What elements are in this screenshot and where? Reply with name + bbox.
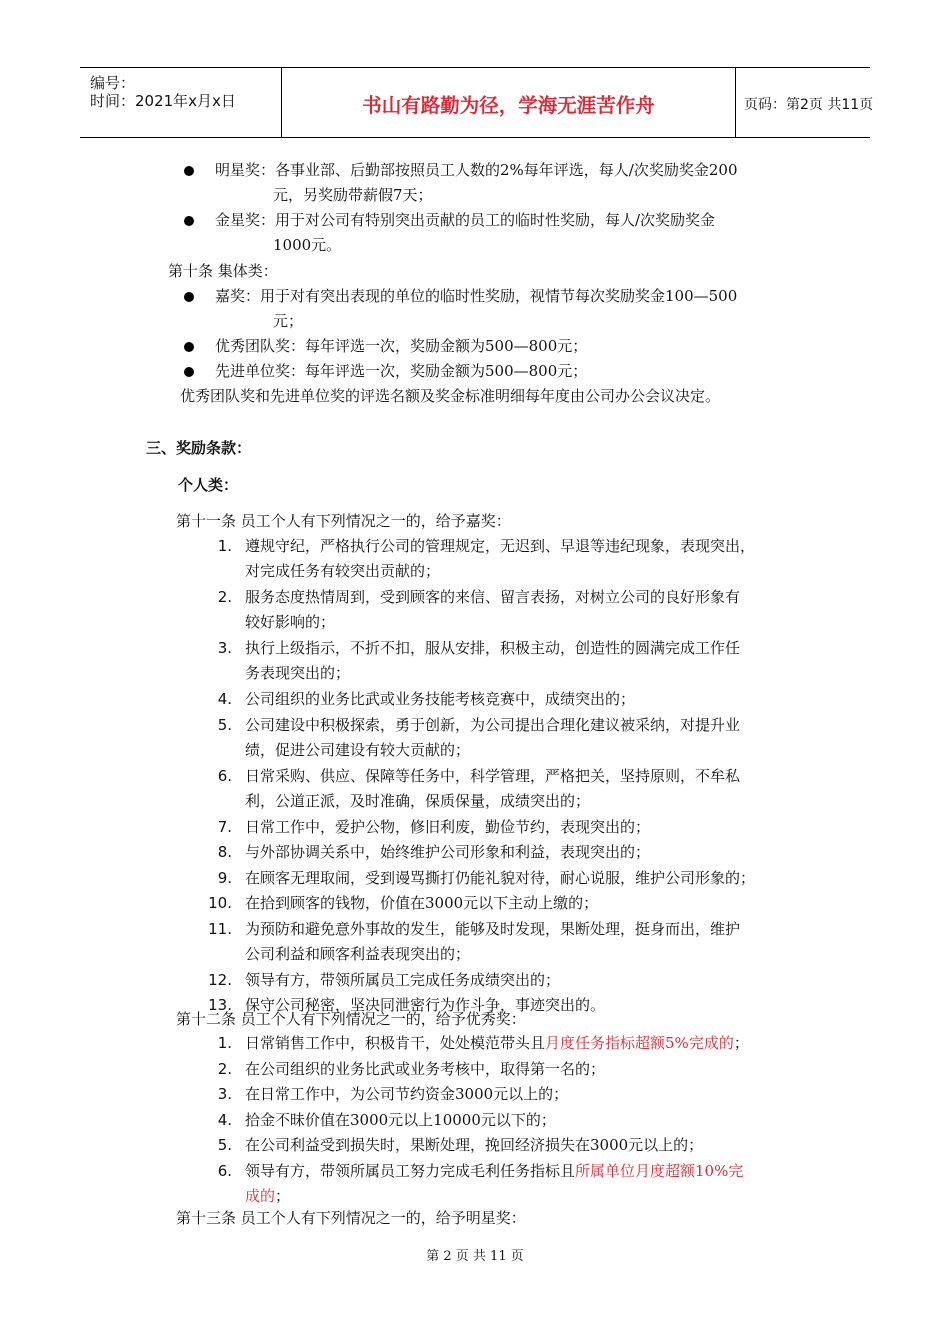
list-item-text-punct: ； [733,1034,749,1052]
list-item-number: 4. [217,1110,232,1129]
document-time-label: 时间：2021年x月x日 [90,92,236,110]
list-item-number: 2. [217,1059,232,1078]
document-number-label: 编号： [90,74,136,92]
bullet-text: 金星奖：用于对公司有特别突出贡献的员工的临时性奖励，每人/次奖励奖金 [215,211,716,229]
bullet-text-cont: 1000元。 [273,236,342,254]
bullet-dot [184,367,194,377]
list-item-text-plain: 拾金不昧价值在3000元以上10000元以下的； [245,1110,556,1129]
list-item-text-cont: 务表现突出的； [245,664,351,682]
list-item-text-punct: ； [275,1186,291,1205]
list-item-text-cont: 对完成任务有较突出贡献的； [245,562,441,580]
list-item-text-plain: 领导有方，带领所属员工努力完成毛利任务指标且 [245,1161,576,1180]
paragraph: 优秀团队奖和先进单位奖的评选名额及奖金标准明细每年度由公司办公会议决定。 [180,387,721,405]
subsection-heading: 个人类： [178,476,239,494]
list-item-text: 与外部协调关系中，始终维护公司形象和利益，表现突出的； [245,843,651,861]
list-item-text [245,1110,556,1130]
list-item-number: 5. [217,715,232,734]
list-item-number: 2. [217,588,232,606]
header-page-label: 页码：第2页 共11页 [744,97,874,113]
list-item-number: 1. [217,537,232,555]
list-item-number: 3. [217,1085,232,1103]
bullet-text: 明星奖：各事业部、后勤部按照员工人数的2%每年评选，每人/次奖励奖金200 [215,161,738,179]
list-item-number: 4. [217,690,232,708]
article-heading: 第十条 集体类： [168,262,278,280]
bullet-dot [184,292,194,302]
bullet-text: 嘉奖：用于对有突出表现的单位的临时性奖励，视情节每次奖励奖金100—500 [215,287,738,305]
article-heading: 第十三条 员工个人有下列情况之一的，给予明星奖： [176,1209,526,1227]
document-header [80,67,874,138]
list-item-number: 9. [217,868,232,887]
list-item-number: 8. [217,843,232,861]
bullet-dot [184,166,194,176]
list-item-text: 遵规守纪，严格执行公司的管理规定，无迟到、早退等违纪现象，表现突出， [245,537,756,555]
header-meta-cell [80,68,282,137]
list-item-text-highlight: 成的 [245,1186,276,1205]
list-item-text: 公司建设中积极探索，勇于创新，为公司提出合理化建议被采纳，对提升业 [245,715,741,734]
article-heading: 第十一条 员工个人有下列情况之一的，给予嘉奖： [176,512,511,530]
list-item-number: 11. [208,919,232,938]
list-item-text-highlight: 月度任务指标超额5%完成的 [545,1034,734,1052]
bullet-dot [184,216,194,226]
list-item-text: 为预防和避免意外事故的发生，能够及时发现，果断处理，挺身而出，维护 [245,919,741,938]
header-motto: 书山有路勤为径，学海无涯苦作舟 [362,94,655,117]
list-item-number: 1. [217,1034,232,1052]
list-item-number: 13. [208,996,232,1014]
list-item-text-cont: 绩，促进公司建设有较大贡献的； [245,740,471,759]
list-item-number: 3. [217,639,232,657]
bullet-text: 优秀团队奖：每年评选一次，奖励金额为500—800元； [215,337,588,355]
list-item-text-plain: 在公司组织的业务比武或业务考核中，取得第一名的； [245,1059,606,1078]
list-item-text: 公司组织的业务比武或业务技能考核竞赛中，成绩突出的； [245,690,636,708]
list-item-number: 6. [217,1161,232,1180]
list-item-number: 7. [217,817,232,836]
list-item-number: 5. [217,1136,232,1154]
list-item-text: 执行上级指示，不折不扣，服从安排，积极主动，创造性的圆满完成工作任 [245,639,741,657]
list-item-text-highlight: 所属单位月度超额10%完 [575,1161,744,1180]
list-item-text: 在拾到顾客的钱物，价值在3000元以下主动上缴的； [245,894,599,912]
list-item-text-plain: 在公司利益受到损失时，果断处理，挽回经济损失在3000元以上的； [245,1136,704,1154]
list-item-text: 日常采购、供应、保障等任务中，科学管理，严格把关，坚持原则，不牟私 [245,766,741,785]
list-item-text: 保守公司秘密，坚决同泄密行为作斗争，事迹突出的。 [245,996,606,1014]
bullet-text: 先进单位奖：每年评选一次，奖励金额为500—800元； [215,362,588,380]
list-item-text: 日常工作中，爱护公物，修旧利废，勤俭节约，表现突出的； [245,817,651,836]
header-motto-cell [282,68,736,137]
list-item-number: 6. [217,766,232,785]
list-item-text-plain: 在日常工作中，为公司节约资金3000元以上的； [245,1085,569,1103]
list-item-number: 10. [208,894,232,912]
list-item-text: 在顾客无理取闹，受到谩骂撕打仍能礼貌对待，耐心说服，维护公司形象的； [245,868,756,887]
list-item-text [245,1033,749,1053]
list-item-text: 服务态度热情周到，受到顾客的来信、留言表扬，对树立公司的良好形象有 [245,588,741,606]
bullet-dot [184,342,194,352]
list-item-text [245,1161,743,1181]
list-item-text-cont [245,1186,290,1206]
header-page-cell [736,68,874,137]
bullet-text-cont: 元； [273,312,304,330]
section-heading: 三、奖励条款： [146,439,252,457]
list-item-number: 12. [208,970,232,989]
article-heading: 第十二条 员工个人有下列情况之一的，给予优秀奖： [176,1010,526,1028]
list-item-text-plain: 日常销售工作中，积极肯干，处处模范带头且 [245,1034,546,1052]
list-item-text: 领导有方，带领所属员工完成任务成绩突出的； [245,970,561,989]
bullet-text-cont: 元，另奖励带薪假7天； [273,186,433,204]
list-item-text [245,1135,703,1155]
list-item-text-cont: 利，公道正派，及时准确，保质保量，成绩突出的； [245,791,591,810]
list-item-text [245,1059,605,1079]
list-item-text-cont: 较好影响的； [245,613,336,631]
list-item-text-cont: 公司利益和顾客利益表现突出的； [245,944,471,963]
list-item-text [245,1084,568,1104]
page-footer: 第 2 页 共 11 页 [426,1249,524,1264]
